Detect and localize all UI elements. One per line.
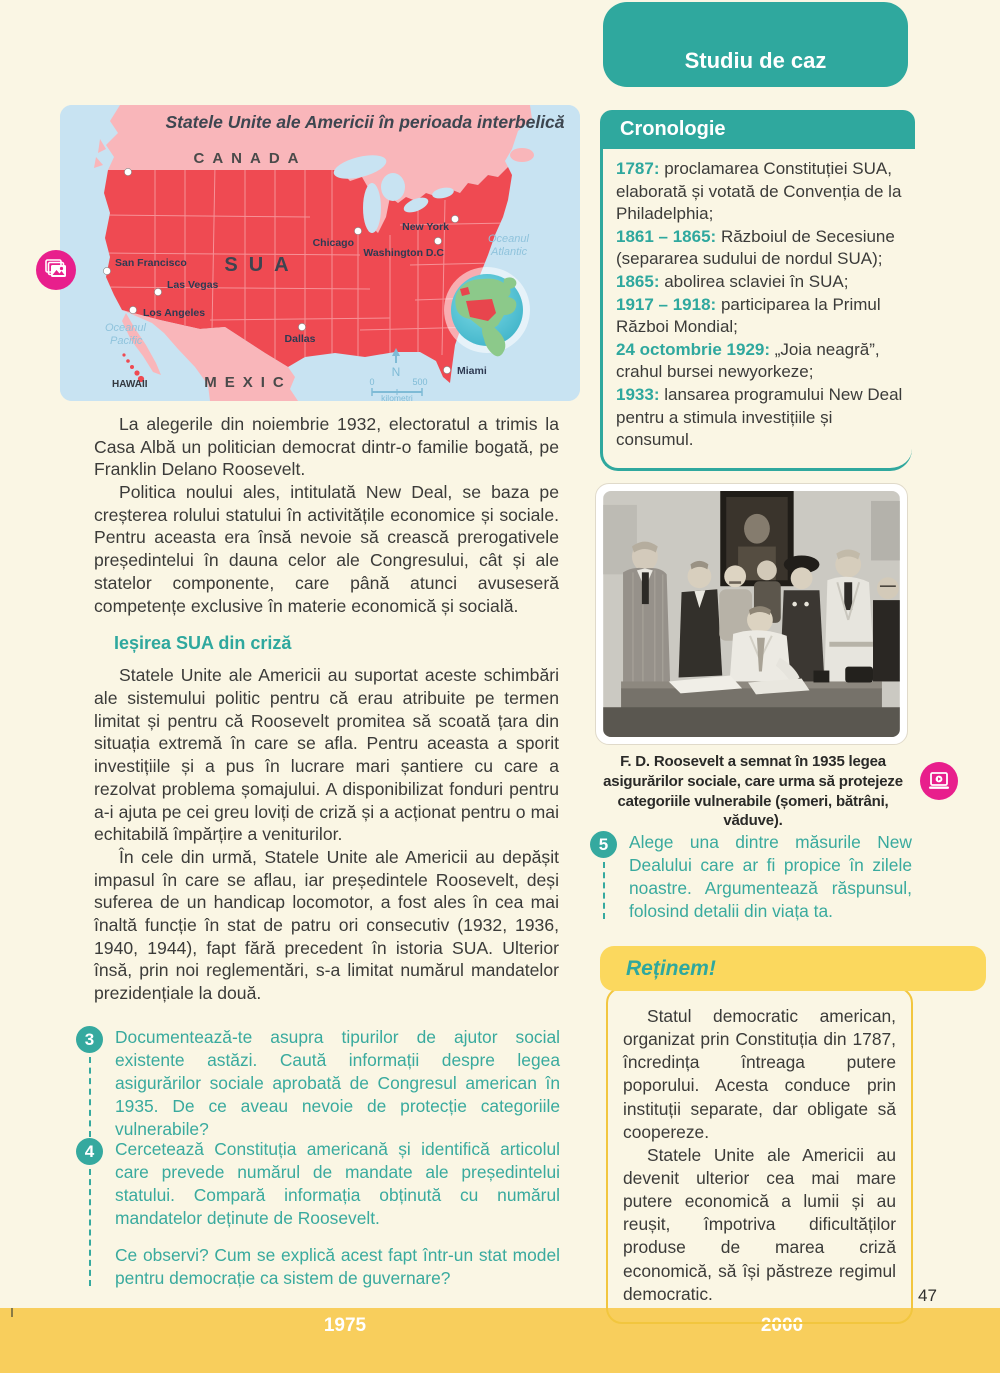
chronology-entry: 1861 – 1865: Războiul de Secesiune (separarea sudului de nordul SUA);: [616, 226, 895, 269]
question-4: [76, 1138, 560, 1290]
question-text: Cercetează Constituția americană și identifică articolul care prevede numărul de mandate ale președintelui statului. Compară informația obținută cu numărul mandatelor deținute de Roosevelt. Ce observi? Cum se explică acest fapt într-un stat model pentru democrație ca sistem de guvernare?: [115, 1139, 560, 1288]
retinem-title: Reținem!: [626, 956, 716, 980]
svg-text:Oceanul: Oceanul: [105, 322, 146, 334]
map-label-sua: SUA: [224, 254, 300, 276]
gallery-icon[interactable]: [36, 250, 76, 290]
video-icon[interactable]: [920, 762, 958, 800]
question-text: Documentează-te asupra tipurilor de ajutor social existente astăzi. Caută informații despre legea asigurărilor sociale aprobată de Congresul american în 1935. De ce aveau nevoie de protecție categoriile vulnerabile?: [115, 1027, 560, 1139]
retinem-box: [606, 987, 913, 1324]
article-paragraph: În cele din urmă, Statele Unite ale Americii au depășit impasul în care se aflau, iar președintele Roosevelt, deși suferea de un handicap locomotor, a fost ales în cea mai înaltă funcție în stat de patru ori consecutiv (1932, 1936, 1940, 1944), fapt fără precedent în istoria SUA. Ulterior însă, prin noi reglementări, s-a limitat numărul mandatelor prezidențiale la două.: [94, 846, 559, 1004]
map-label-hawaii: HAWAII: [112, 379, 148, 390]
question-dashed-line: [603, 862, 605, 919]
map-label-mexic: MEXIC: [204, 374, 292, 391]
svg-text:kilometri: kilometri: [381, 393, 413, 401]
article-paragraph: Statele Unite ale Americii au suportat aceste schimbări ale sistemului politic pentru că erau atribuite pe termen limitat și pentru că Roosevelt promitea să scoată țara din situația extremă în care se afla. Pentru aceasta a sporit investițiile și a pus în lucrare mari șantiere cu care a rezolvat problema șomajului. A disponibilizat fonduri pentru a-i ajuta pe cei greu loviți de criză și a acționat pentru o mai echitabilă împărțire a veniturilor.: [94, 665, 559, 845]
timeline-year-1975: 1975: [323, 1315, 367, 1336]
chronology-entry: 24 octombrie 1929: „Joia neagră”, crahul bursei newyorkeze;: [616, 339, 880, 382]
page-number: 47: [918, 1286, 937, 1305]
article-paragraph: La alegerile din noiembrie 1932, electoratul a trimis la Casa Albă un politician democrat dintr-o familie bogată, pe Franklin Delano Roosevelt.: [94, 414, 559, 480]
svg-text:N: N: [391, 365, 401, 379]
question-dashed-line: [89, 1169, 91, 1286]
section-heading: Ieșirea SUA din criză: [114, 633, 292, 654]
photo-caption: F. D. Roosevelt a semnat în 1935 legea asigurărilor sociale, care urma să protejeze categoriile vulnerabile (șomeri, bătrâni, văduve).: [603, 753, 903, 830]
chronology-entry: 1917 – 1918: participarea la Primul Război Mondial;: [616, 294, 881, 337]
svg-text:New York: New York: [402, 221, 449, 233]
question-text: Alege una dintre măsurile New Dealului care ar fi propice în zilele noastre. Argumentează răspunsul, folosind detalii din viața ta.: [629, 832, 912, 921]
article-paragraph: Politica noului ales, intitulată New Deal, se baza pe creșterea rolului statului în activitățile economice și sociale. Pentru aceasta era însă nevoie să crească prerogativele președintelui în dauna celor ale Congresului, cât și ale statelor componente, care până atunci avuseseră competențe exclusive în materie economică și socială.: [94, 482, 559, 616]
map-usa-interwar: [60, 105, 580, 401]
question-number-badge: 3: [76, 1026, 103, 1053]
case-study-label: Studiu de caz: [684, 48, 827, 73]
svg-text:San Francisco: San Francisco: [115, 257, 187, 269]
question-number-badge: 5: [590, 831, 617, 858]
svg-text:Los Angeles: Los Angeles: [143, 307, 206, 319]
chronology-entry: 1787: proclamarea Constituției SUA, elaborată și votată de Convenția de la Philadelphia;: [616, 159, 902, 224]
retinem-paragraph: Statele Unite ale Americii au devenit ulterior cea mai mare putere economică a lumii și au reușit, împotriva dificultăților produse de marea criză economică, să își păstreze regimul democratic.: [623, 1144, 896, 1304]
question-3: [76, 1026, 560, 1141]
question-dashed-line: [89, 1057, 91, 1137]
chronology-list: [600, 149, 912, 471]
svg-text:Pacific: Pacific: [110, 335, 143, 347]
timeline-year-2000: 2000: [760, 1315, 804, 1336]
svg-text:Washington D.C: Washington D.C: [363, 247, 444, 259]
question-5: [590, 831, 912, 923]
case-study-tab: [603, 2, 908, 87]
map-title: Statele Unite ale Americii în perioada interbelică: [165, 112, 565, 132]
chronology-title: Cronologie: [620, 118, 726, 140]
retinem-header: [600, 946, 986, 991]
svg-text:500: 500: [412, 377, 428, 387]
svg-text:Dallas: Dallas: [284, 333, 316, 345]
map-label-canada: CANADA: [193, 150, 307, 167]
chronology-entry: 1865: abolirea sclaviei în SUA;: [616, 272, 849, 292]
map-svg: [60, 105, 580, 401]
retinem-paragraph: Statul democratic american, organizat prin Constituția din 1787, încredința întreaga putere poporului. Acesta conduce prin instituții separate, dar obligate să coopereze.: [623, 1006, 896, 1142]
svg-text:Miami: Miami: [457, 365, 487, 377]
timeline-tick: [11, 1308, 13, 1317]
chronology-header: [600, 110, 915, 149]
chronology-entry: 1933: lansarea programului New Deal pentru a stimula investițiile și consumul.: [616, 385, 903, 450]
svg-text:0: 0: [369, 377, 375, 387]
svg-text:Las Vegas: Las Vegas: [167, 279, 219, 291]
svg-text:Atlantic: Atlantic: [491, 246, 528, 258]
question-number-badge: 4: [76, 1138, 103, 1165]
svg-text:Chicago: Chicago: [312, 237, 354, 249]
svg-text:Oceanul: Oceanul: [488, 233, 529, 245]
photo-roosevelt-signing: [595, 483, 908, 745]
article-text: [94, 413, 559, 1005]
